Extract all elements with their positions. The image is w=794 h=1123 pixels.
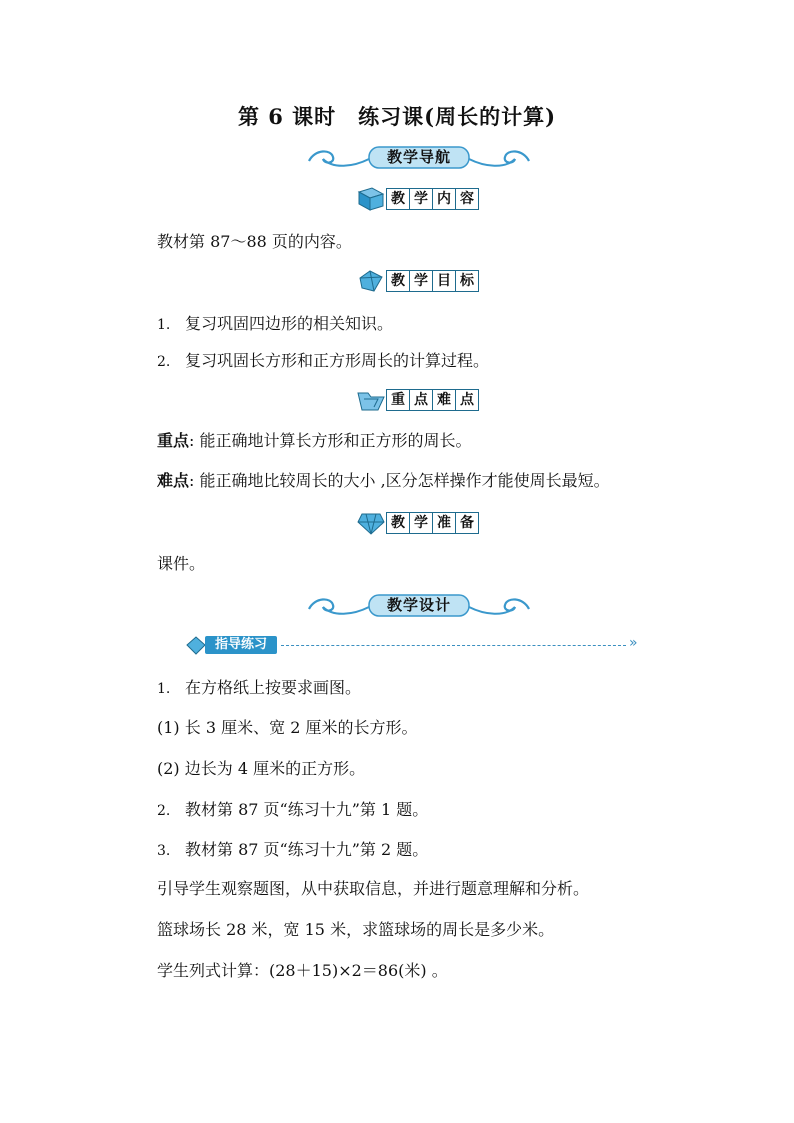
section-char: 内 xyxy=(433,189,456,209)
practice-text: 在方格纸上按要求画图。 xyxy=(185,678,362,697)
section-char: 学 xyxy=(410,513,433,533)
practice-number: 3. xyxy=(157,843,171,859)
body-paragraph: 引导学生观察题图，从中获取信息，并进行题意理解和分析。 xyxy=(157,879,590,898)
goal-number: 1. xyxy=(157,317,171,333)
section-char: 准 xyxy=(433,513,456,533)
body-paragraph: 学生列式计算：(28＋15)×2＝86(米) 。 xyxy=(157,961,448,980)
practice-item xyxy=(157,798,428,823)
section-char: 学 xyxy=(410,189,433,209)
section-char: 教 xyxy=(387,513,410,533)
section-char: 备 xyxy=(456,513,479,533)
body-paragraph: 篮球场长 28 米，宽 15 米，求篮球场的周长是多少米。 xyxy=(157,920,555,939)
section-char: 难 xyxy=(433,390,456,410)
section-char: 教 xyxy=(387,189,410,209)
content-text: 教材第 87～88 页的内容。 xyxy=(157,232,352,251)
practice-item xyxy=(157,676,361,701)
section-char: 标 xyxy=(456,271,479,291)
practice-sub-item: (1) 长 3 厘米、宽 2 厘米的长方形。 xyxy=(157,718,418,737)
practice-sub-item: (2) 边长为 4 厘米的正方形。 xyxy=(157,759,366,778)
goal-item xyxy=(157,349,489,374)
practice-item xyxy=(157,838,428,863)
key-text: : 能正确地计算长方形和正方形的周长。 xyxy=(189,431,472,450)
divider xyxy=(281,645,626,646)
banner-guide xyxy=(303,143,535,173)
practice-tag xyxy=(185,634,655,656)
practice-tag-label: 指导练习 xyxy=(205,636,277,654)
banner-design-label: 教学设计 xyxy=(386,596,451,614)
difficulty-point xyxy=(157,469,610,493)
banner-guide-label: 教学导航 xyxy=(386,148,451,166)
section-char: 容 xyxy=(456,189,479,209)
goal-item xyxy=(157,312,393,337)
goal-text: 复习巩固四边形的相关知识。 xyxy=(185,314,394,333)
difficulty-text: : 能正确地比较周长的大小 ,区分怎样操作才能使周长最短。 xyxy=(189,471,610,490)
gem-icon xyxy=(356,510,386,536)
section-char: 点 xyxy=(410,390,433,410)
practice-text: 教材第 87 页“练习十九”第 1 题。 xyxy=(185,800,429,819)
difficulty-label: 难点 xyxy=(157,471,190,490)
page-title: 第 6 课时 练习课(周长的计算) xyxy=(237,104,557,129)
crystal-icon xyxy=(356,268,386,294)
section-char: 学 xyxy=(410,271,433,291)
folder-icon xyxy=(356,387,386,413)
practice-number: 2. xyxy=(157,803,171,819)
section-char: 目 xyxy=(433,271,456,291)
double-chevron-icon: » xyxy=(629,635,638,651)
section-char: 点 xyxy=(456,390,479,410)
key-point xyxy=(157,429,472,453)
key-label: 重点 xyxy=(157,431,190,450)
prep-text: 课件。 xyxy=(157,554,206,573)
book-icon xyxy=(356,186,386,212)
practice-text: 教材第 87 页“练习十九”第 2 题。 xyxy=(185,840,429,859)
diamond-icon xyxy=(185,634,207,656)
section-char: 教 xyxy=(387,271,410,291)
goal-text: 复习巩固长方形和正方形周长的计算过程。 xyxy=(185,351,490,370)
section-char: 重 xyxy=(387,390,410,410)
practice-number: 1. xyxy=(157,681,171,697)
banner-design xyxy=(303,591,535,621)
goal-number: 2. xyxy=(157,354,171,370)
